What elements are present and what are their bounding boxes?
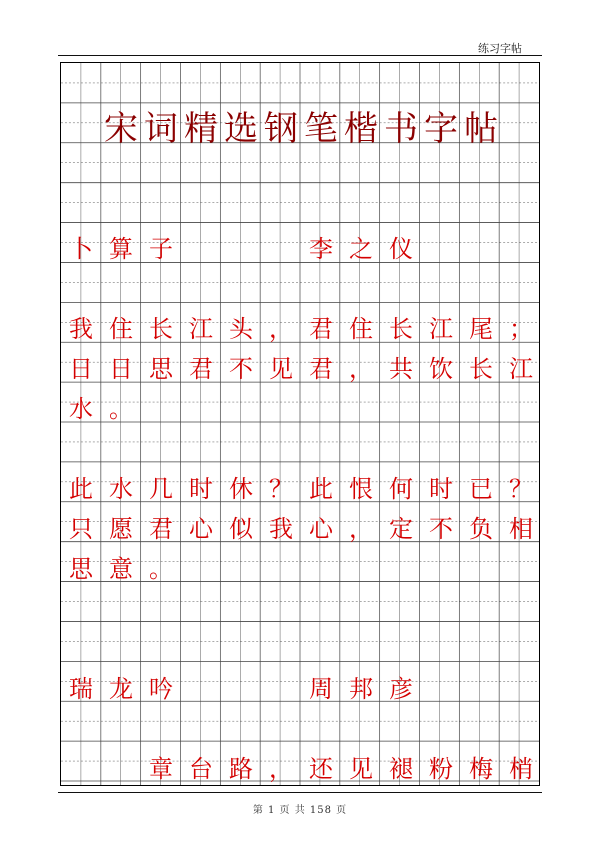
row-char: 心 <box>309 514 333 543</box>
row-6 <box>61 546 181 586</box>
row-char: 我 <box>69 314 93 343</box>
row-char: 时 <box>429 474 453 503</box>
title-char: 字 <box>424 108 458 149</box>
row-char: 负 <box>469 514 493 543</box>
row-char: 章 <box>149 754 173 783</box>
row-char: 龙 <box>109 674 133 703</box>
row-char: 何 <box>389 474 413 503</box>
row-char: 日 <box>109 354 133 383</box>
row-char: 只 <box>69 514 93 543</box>
row-char: 台 <box>189 754 213 783</box>
row-char: 此 <box>69 474 93 503</box>
row-char: 长 <box>469 354 493 383</box>
row-char: 住 <box>349 314 373 343</box>
title-char: 楷 <box>344 108 378 149</box>
page-footer: 第 1 页 共 158 页 <box>252 805 348 816</box>
row-char: 瑞 <box>69 674 93 703</box>
title-char: 选 <box>224 108 258 149</box>
text-layer <box>61 63 539 785</box>
row-3 <box>61 386 141 426</box>
row-char: 之 <box>349 234 373 263</box>
row-char: 长 <box>389 314 413 343</box>
row-char: 愿 <box>109 514 133 543</box>
row-char: 邦 <box>349 674 373 703</box>
row-char: 我 <box>269 514 293 543</box>
row-char: 还 <box>309 754 333 783</box>
row-char: ， <box>349 354 373 383</box>
row-char: 长 <box>149 314 173 343</box>
row-char <box>221 672 261 700</box>
bottom-rule <box>58 792 542 793</box>
title-char: 帖 <box>464 108 498 149</box>
practice-sheet <box>60 62 540 786</box>
row-char <box>181 232 221 260</box>
row-char: 时 <box>189 474 213 503</box>
row-char: 住 <box>109 314 133 343</box>
row-char: 定 <box>389 514 413 543</box>
row-char: 不 <box>229 354 253 383</box>
row-char <box>261 672 301 700</box>
row-7 <box>61 666 421 706</box>
title-char: 钢 <box>264 108 298 149</box>
row-char: 路 <box>229 754 253 783</box>
row-char: 君 <box>309 354 333 383</box>
row-char: 饮 <box>429 354 453 383</box>
row-char <box>181 672 221 700</box>
row-1 <box>61 306 540 346</box>
row-char: 尾 <box>469 314 493 343</box>
row-char: 卜 <box>69 234 93 263</box>
row-char: ； <box>509 314 533 343</box>
top-rule <box>58 55 542 56</box>
row-char: 相 <box>509 514 533 543</box>
row-4 <box>61 466 540 506</box>
row-char: ， <box>349 514 373 543</box>
row-char: 算 <box>109 234 133 263</box>
row-char: 褪 <box>389 754 413 783</box>
row-char: 。 <box>149 554 173 583</box>
row-char: 彦 <box>389 674 413 703</box>
row-char: 见 <box>269 354 293 383</box>
row-char <box>261 232 301 260</box>
row-char: 梢 <box>509 754 533 783</box>
row-char: 君 <box>309 314 333 343</box>
row-char: 心 <box>189 514 213 543</box>
row-char: 江 <box>509 354 533 383</box>
row-5 <box>61 506 540 546</box>
row-char: 吟 <box>149 674 173 703</box>
row-char <box>221 232 261 260</box>
row-char: 思 <box>149 354 173 383</box>
row-char: 子 <box>149 234 173 263</box>
row-char: 似 <box>229 514 253 543</box>
row-char: ？ <box>509 474 533 503</box>
row-char: 头 <box>229 314 253 343</box>
title-chars <box>101 101 501 150</box>
row-char: 已 <box>469 474 493 503</box>
row-char: 日 <box>69 354 93 383</box>
row-char: 江 <box>189 314 213 343</box>
row-char: 休 <box>229 474 253 503</box>
title-char: 宋 <box>104 108 138 149</box>
row-char: 粉 <box>429 754 453 783</box>
row-char: 李 <box>309 234 333 263</box>
row-char: 仪 <box>389 234 413 263</box>
row-char: 。 <box>109 394 133 423</box>
title-char: 书 <box>384 108 418 149</box>
row-char: 意 <box>109 554 133 583</box>
row-char: 几 <box>149 474 173 503</box>
row-char: 周 <box>309 674 333 703</box>
header-label: 练习字帖 <box>478 42 522 55</box>
row-char: 梅 <box>469 754 493 783</box>
row-char: 不 <box>429 514 453 543</box>
row-char: ？ <box>269 474 293 503</box>
row-char: 见 <box>349 754 373 783</box>
title-char: 笔 <box>304 108 338 149</box>
row-char: ， <box>269 314 293 343</box>
title-char: 精 <box>184 108 218 149</box>
title-char: 词 <box>144 108 178 149</box>
row-char: 共 <box>389 354 413 383</box>
row-char: 君 <box>189 354 213 383</box>
row-char: ， <box>269 754 293 783</box>
row-char: 此 <box>309 474 333 503</box>
row-0 <box>61 226 421 266</box>
title-row <box>101 105 501 149</box>
row-8 <box>141 746 540 786</box>
row-char: 水 <box>109 474 133 503</box>
row-2 <box>61 346 540 386</box>
row-char: 思 <box>69 554 93 583</box>
row-char: 江 <box>429 314 453 343</box>
row-char: 君 <box>149 514 173 543</box>
row-char: 恨 <box>349 474 373 503</box>
row-char: 水 <box>69 394 93 423</box>
